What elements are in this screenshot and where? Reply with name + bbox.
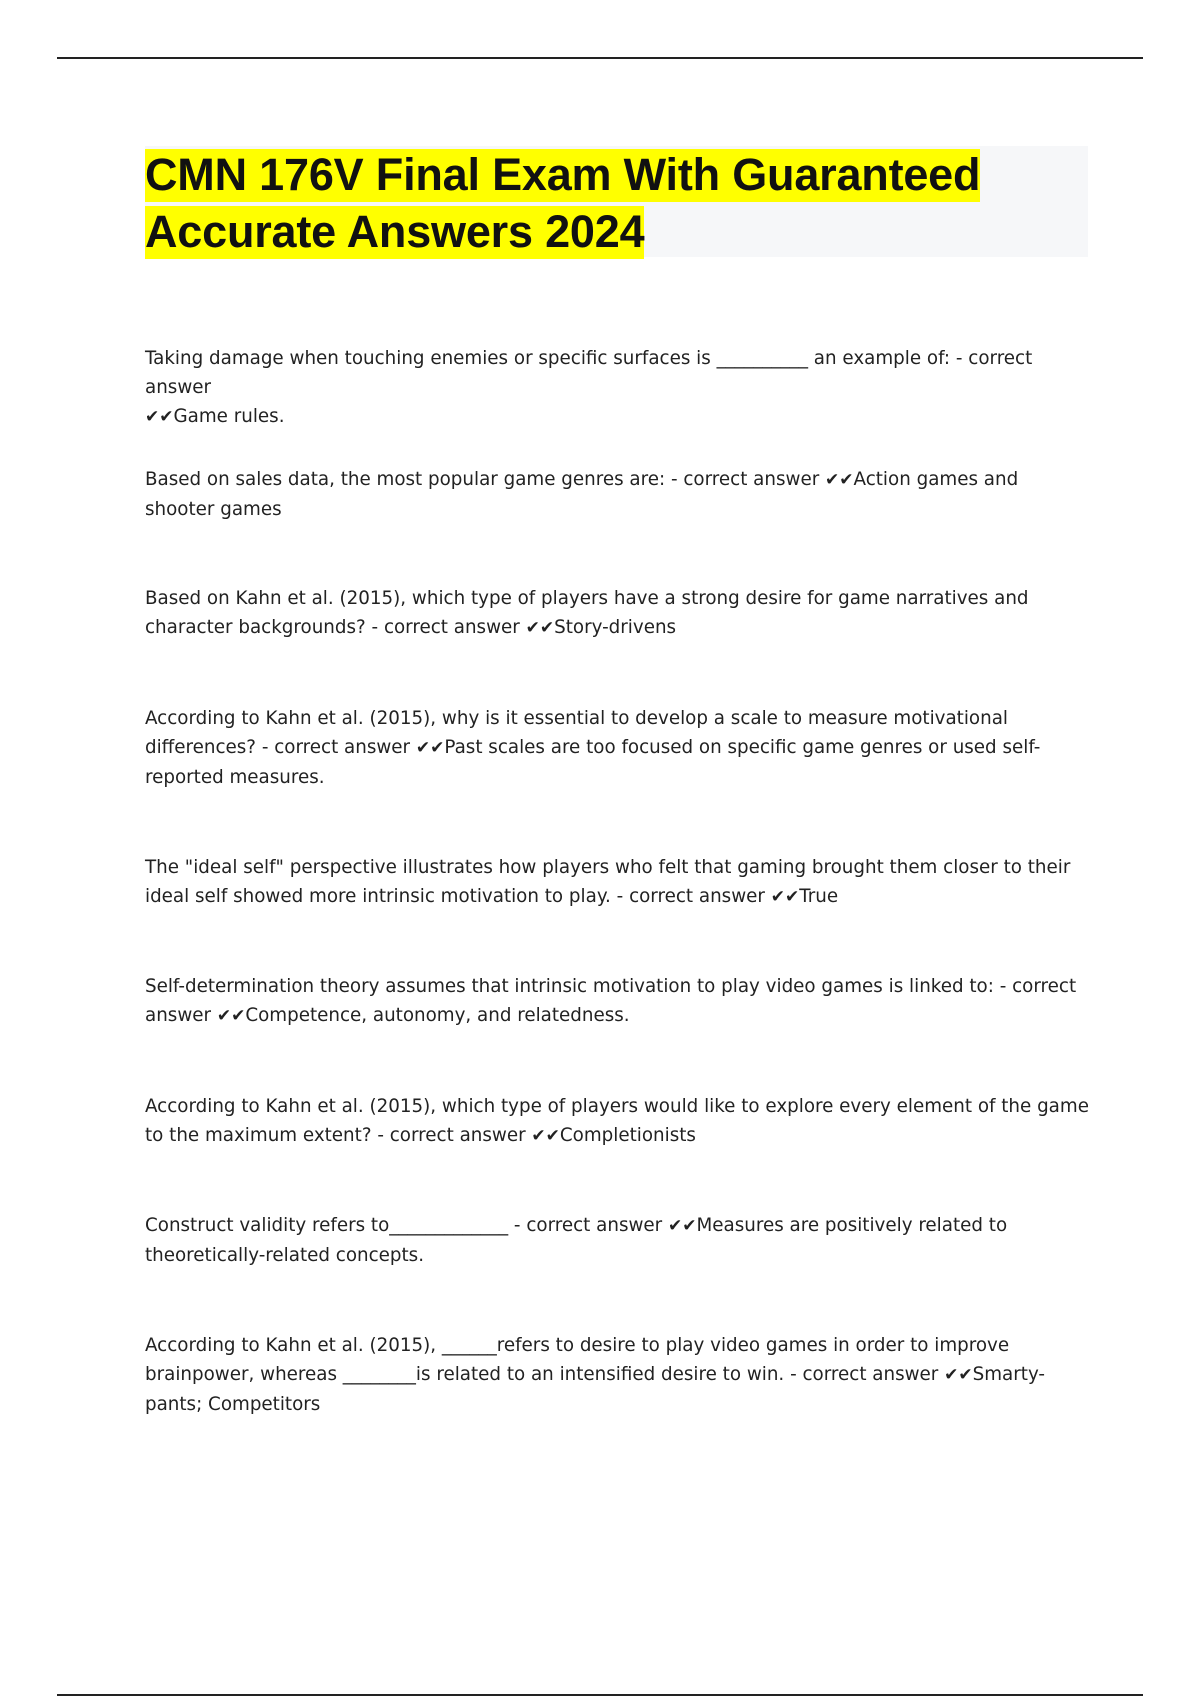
answer-marker: - correct answer — [261, 737, 411, 758]
title-block — [145, 146, 1088, 257]
answer-text: True — [799, 886, 839, 907]
qa-item — [145, 584, 1090, 643]
qa-item — [145, 465, 1090, 524]
top-rule — [57, 57, 1143, 59]
answer-marker: - correct answer — [670, 469, 820, 490]
check-icon: ✔✔ — [145, 407, 174, 427]
answer-text: Measures are positively related to theoretically-related concepts. — [145, 1215, 1008, 1266]
qa-item — [145, 853, 1090, 912]
question-text: According to Kahn et al. (2015), which type of players would like to explore every element of the game to the maximum extent? — [145, 1096, 1089, 1146]
question-text: Based on sales data, the most popular game genres are: — [145, 469, 666, 490]
qa-item — [145, 704, 1090, 792]
answer-marker: - correct answer — [145, 976, 1077, 1026]
question-text: Construct validity refers to_____________ — [145, 1215, 509, 1236]
answer-marker: - correct answer — [616, 886, 765, 907]
answer-marker: - correct answer — [377, 1125, 526, 1146]
check-icon: ✔✔ — [531, 1126, 560, 1146]
answer-text: Story-drivens — [554, 617, 677, 638]
question-text: Self-determination theory assumes that intrinsic motivation to play video games is linked to: — [145, 976, 994, 997]
answer-text: Action games and shooter games — [145, 469, 1019, 520]
question-text: Taking damage when touching enemies or specific surfaces is __________ an example of: — [145, 348, 951, 369]
qa-item — [145, 1331, 1090, 1419]
answer-marker: - correct answer — [790, 1364, 939, 1385]
answer-text: Game rules. — [173, 406, 285, 427]
check-icon: ✔✔ — [415, 738, 445, 758]
answer-marker: - correct answer — [513, 1215, 663, 1236]
check-icon: ✔✔ — [668, 1216, 697, 1236]
question-text: According to Kahn et al. (2015), why is it essential to develop a scale to measure motivational differences? — [145, 708, 1008, 758]
check-icon: ✔✔ — [944, 1365, 973, 1385]
question-text: Based on Kahn et al. (2015), which type of players have a strong desire for game narratives and character backgrounds? — [145, 588, 1029, 638]
title-line-2: Accurate Answers 2024 — [145, 206, 645, 257]
page-title — [145, 146, 1088, 260]
qa-item — [145, 972, 1090, 1031]
title-line-1: CMN 176V Final Exam With Guaranteed — [145, 149, 981, 200]
answer-marker: - correct answer — [371, 617, 520, 638]
answer-text: Smarty-pants; Competitors — [145, 1364, 1046, 1415]
answer-text: Past scales are too focused on specific game genres or used self-reported measures. — [145, 737, 1041, 788]
bottom-rule — [57, 1694, 1143, 1696]
check-icon: ✔✔ — [216, 1006, 246, 1026]
check-icon: ✔✔ — [770, 887, 800, 907]
check-icon: ✔✔ — [825, 470, 854, 490]
answer-marker: - correct answer — [145, 348, 1033, 398]
qa-item — [145, 1211, 1090, 1270]
answer-text: Completionists — [559, 1125, 696, 1146]
qa-item — [145, 1092, 1090, 1151]
answer-text: Competence, autonomy, and relatedness. — [245, 1005, 630, 1026]
question-text: The "ideal self" perspective illustrates how players who felt that gaming brought them closer to their ideal self showed more intrinsic motivation to play. — [145, 857, 1071, 907]
question-text: According to Kahn et al. (2015), ______refers to desire to play video games in order to improve brainpower, whereas ________is related to an intensified desire to win. — [145, 1335, 1010, 1385]
qa-item — [145, 344, 1090, 432]
check-icon: ✔✔ — [525, 618, 555, 638]
